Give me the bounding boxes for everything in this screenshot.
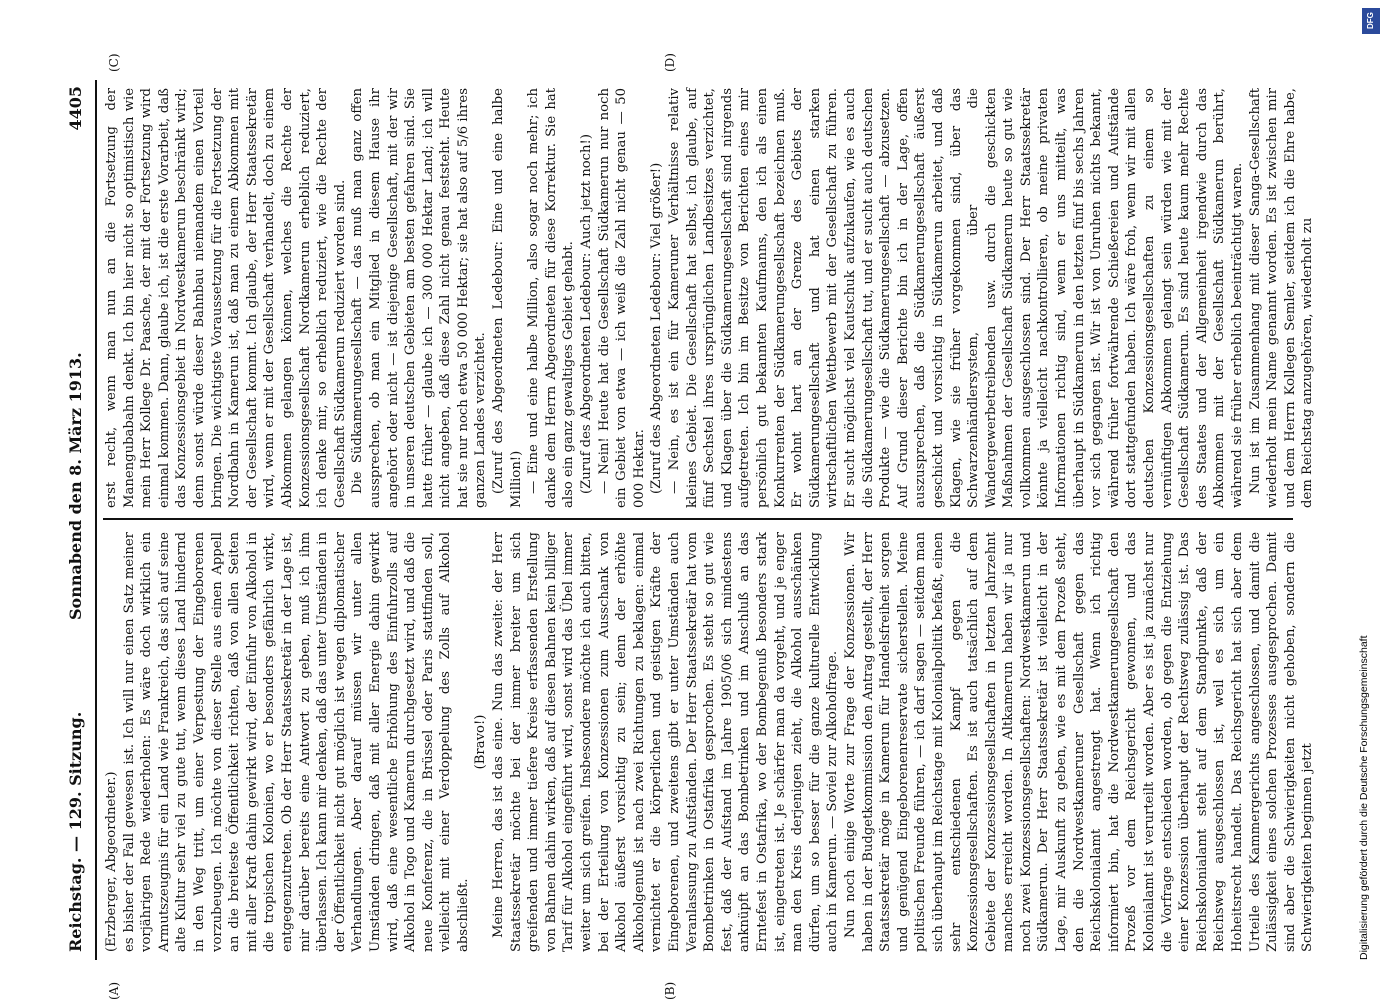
paragraph: — Nein, es ist ein für Kameruner Verhältnisse relativ kleines Gebiet. Die Gesellschaft hat selbst, ich glaube, auf fünf Sechstel ihres ursprünglichen Landbesitzes verzichtet, und Klagen über die Südkamerungesellschaft sind nirgends aufgetreten. Ich bin im Besitze von Berichten eines mir persönlich gut bekannten Kaufmanns, den ich als einen Konkurrenten der Südkamerungesellschaft bezeichnen muß. Er wohnt hart an der Grenze des Gebiets der Südkamerungesellschaft und hat einen starken wirtschaftlichen Wettbewerb mit der Gesellschaft zu führen. Er sucht möglichst viel Kautschuk aufzukaufen, wie es auch die Südkamerungesellschaft tut, und er sucht auch deutschen Produkte — wie die Südkamerungesellschaft — abzusetzen. Auf Grund dieser Berichte bin ich in der Lage, offen auszusprechen, daß die Südkamerungesellschaft äußerst geschickt und vorsichtig in Südkamerun arbeitet, und daß Klagen, wie sie früher vorgekommen sind, über das Schwarzenhändlersystem, über die Wandergewerbetreibenden usw. durch die geschickten Maßnahmen der Gesellschaft Südkamerun heute so gut wie vollkommen ausgeschlossen sind. Der Herr Staatssekretär könnte ja vielleicht nachkontrollieren, ob meine privaten Informationen richtig sind, wenn er uns mitteilt, was überhaupt in Südkamerun in den letzten fünf bis sechs Jahren vor sich gegangen ist. Wir ist von Unruhen nichts bekannt, während früher fortwährende Schießereien und Aufstände dort stattgefunden haben. Ich wäre froh, wenn wir mit allen deutschen Konzessionsgesellschaften zu einem so vernünftigen Abkommen gelangt sein würden wie mit der Gesellschaft Südkamerun. Es sind heute kaum mehr Rechte des Staates und der Allgemeinheit irgendwie durch das Abkommen mit der Gesellschaft Südkamerun berührt, während sie früher erheblich beeinträchtigt waren. [667,88,1245,508]
column-divider [103,518,1293,520]
page-number: 4405 [66,86,85,131]
interjection: (Zuruf des Abgeordneten Ledebour: Viel größer!) [649,162,665,494]
interjection: (Zuruf des Abgeordneten Ledebour: Auch jetzt noch!) [579,134,595,494]
paragraph: Nun noch einige Worte zur Frage der Konzessionen. Wir haben in der Budgetkommission den Antrag gestellt, der Herr Staatssekretär möge in Kamerun für Handelsfreiheit sorgen und genügend Eingeborenenreservate sicherstellen. Meine politischen Freunde führen, — ich darf sagen — seitdem man sich überhaupt im Reichstage mit Kolonialpolitik befaßt, einen sehr entschiedenen Kampf gegen die Konzessionsgesellschaften. Es ist auch tatsächlich auf dem Gebiete der Konzessionsgesellschaften in letzten Jahrzehnt manches erreicht worden. In Altkamerun haben wir ja nur noch zwei Konzessionsgesellschaften: Nordwestkamerun und Südkamerun. Der Herr Staatssekretär ist vielleicht in der Lage, mir Auskunft zu geben, wie es mit dem Prozeß steht, den die Nordwestkameruner Gesellschaft gegen das Reichskolonialamt angestrengt hat. Wenn ich richtig informiert bin, hat die Nordwestkamerungesellschaft den Prozeß vor dem Reichsgericht gewonnen, und das Kolonialamt ist verurteilt worden. Aber es ist ja zunächst nur die Vorfrage entschieden worden, ob gegen die Entziehung einer Konzession überhaupt der Rechtsweg zulässig ist. Das Reichskolonialamt steht auf dem Standpunkte, daß der Reichsweg ausgeschlossen ist, weil es sich um ein Hoheitsrecht handelt. Das Reichsgericht hat sich aber dem Urteile des Kammergerichts angeschlossen, und damit die Zulässigkeit eines solchen Prozesses ausgesprochen. Damit sind aber die Schwierigkeiten nicht gehoben, sondern die Schwierigkeiten beginnen jetzt [842,532,1316,952]
paragraph: Meine Herren, das ist das eine. Nun das zweite: der Herr Staatssekretär möchte bei der immer breiter um sich greifenden und immer tiefere Kreise erfassenden Erstellung von Bahnen dahin wirken, daß auf diesen Bahnen kein billiger Tarif für Alkohol eingeführt wird, sonst wird das Übel immer weiter um sich greifen. Insbesondere möchte ich auch bitten, bei der Erteilung von Konzessionen zum Ausschank von Alkohol äußerst vorsichtig zu sein; denn der erhöhte Alkoholgenuß ist nach zwei Richtungen zu beklagen: einmal vernichtet er die körperlichen und geistigen Kräfte der Eingeborenen, und zweitens gibt er unter Umständen auch Veranlassung zu Aufständen. Der Herr Staatssekretär hat vom Bombetrinken in Ostafrika gesprochen. Es steht so gut wie fest, daß der Aufstand im Jahre 1905/06 sich mindestens anknüpft an das Bombetrinken und im Anschluß an das Erntefest in Ostafrika, wo der Bombegenuß besonders stark ist, eingetreten ist. Je schärfer man da vorgeht, und je enger man den Kreis derjenigen zieht, die Alkohol ausschänken dürfen, um so besser für die ganze kulturelle Entwicklung auch in Kamerun. — Soviel zur Alkoholfrage. [491,532,841,952]
page-header [63,80,93,960]
header-session: Reichstag. — 129. Sitzung. [66,711,85,952]
interjection: (Zuruf des Abgeordneten Ledebour: Eine und eine halbe Million!) [491,88,524,508]
paragraph: — Eine und eine halbe Million, also sogar noch mehr; ich danke dem Herrn Abgeordneten für diese Korrektur. Sie hat also ein ganz gewaltiges Gebiet gehabt. [526,88,577,508]
dfg-logo: DFG [1362,8,1380,34]
digitization-credit: Digitalisierung gefördert durch die Deutsche Forschungsgemeinschaft [1358,635,1370,960]
margin-marker-c: (C) [107,53,121,72]
paragraph: — Nein! Heute hat die Gesellschaft Südkamerun nur noch ein Gebiet von etwa — ich weiß die Zahl nicht genau — 50 000 Hektar. [596,88,647,508]
paragraph: erst recht, wenn man nun an die Fortsetzung der Manengubabahn denkt. Ich bin hier nicht so optimistisch wie mein Herr Kollege Dr. Paasche, der mit der Fortsetzung wird einmal kommen. Dann, glaube ich, ist die erste Vorarbeit, daß das Konzessionsgebiet in Nordwestkamerun beschränkt wird; denn sonst würde dieser Bahnbau niemandem einen Vorteil bringen. Die wichtigste Voraussetzung für die Fortsetzung der Nordbahn in Kamerun ist, daß man zu einem Abkommen mit der Gesellschaft kommt. Ich glaube, der Herr Staatssekretär wird, wenn er mit der Gesellschaft verhandelt, doch zu einem Abkommen gelangen können, welches die Rechte der Konzessionsgesellschaft Nordkamerun erheblich reduziert, ich denke mir, so erheblich reduziert, wie die Rechte der Gesellschaft Südkamerun reduziert worden sind. [104,88,348,508]
speaker-label: (Erzberger, Abgeordneter.) [104,771,119,952]
margin-marker-d: (D) [663,53,677,72]
paragraph: Die Südkamerungesellschaft — das muß man ganz offen aussprechen, ob man ein Mitglied in diesem Hause ihr angehört oder nicht — ist diejenige Gesellschaft, mit der wir in unseren deutschen Gebieten am besten gefahren sind. Sie hatte früher — glaube ich — 300 000 Hektar Land; ich will nicht angeben, daß diese Zahl nicht genau feststeht. Heute hat sie nur noch etwa 50 000 Hektar; sie hat also auf 5/6 ihres ganzen Landes verzichtet. [350,88,489,508]
margin-marker-b: (B) [663,981,677,1000]
margin-marker-a: (A) [107,981,121,1000]
left-column [103,532,1316,952]
interjection: (Bravo!) [473,714,489,770]
paragraph: Nun ist im Zusammenhang mit dieser Sanga-Gesellschaft wiederholt mein Name genannt worden. Es ist zwischen mir und dem Herrn Kollegen Semler, seitdem ich die Ehre habe, dem Reichstag anzugehören, wiederholt zu [1247,88,1316,508]
header-rule [95,80,97,960]
right-column [103,88,1316,508]
newspaper-page [63,53,1316,1000]
header-date: Sonnabend den 8. März 1913. [66,352,85,620]
paragraph: es bisher der Fall gewesen ist. Ich will nur einen Satz meiner vorjährigen Rede wiederholen: Es wäre doch wirklich ein Armutszeugnis für ein Land wie Frankreich, das sich auf seine alte Kultur sehr viel zu gute tut, wenn dieses Land hindernd in den Weg tritt, um einer Verpestung der Eingeborenen vorzubeugen. Ich möchte von dieser Stelle aus einen Appell an die breiteste Öffentlichkeit richten, daß von allen Seiten mit aller Kraft dahin gewirkt wird, der Einfuhr von Alkohol in die tropischen Kolonien, wo er besonders gefährlich wirkt, entgegenzutreten. Ob der Herr Staatssekretär in der Lage ist, mir darüber bereits eine Antwort zu geben, muß ich ihm überlassen. Ich kann mir denken, daß das unter Umständen in der Öffentlichkeit nicht gut möglich ist wegen diplomatischer Verhandlungen. Aber darauf müssen wir unter allen Umständen dringen, daß mit aller Energie dahin gewirkt wird, daß eine wesentliche Erhöhung des Einfuhrzolls auf Alkohol in Togo und Kamerun durchgesetzt wird, und daß die neue Konferenz, die in Brüssel oder Paris stattfinden soll, vielleicht mit einer Verdoppelung des Zolls auf Alkohol abschließt. [121,532,471,952]
